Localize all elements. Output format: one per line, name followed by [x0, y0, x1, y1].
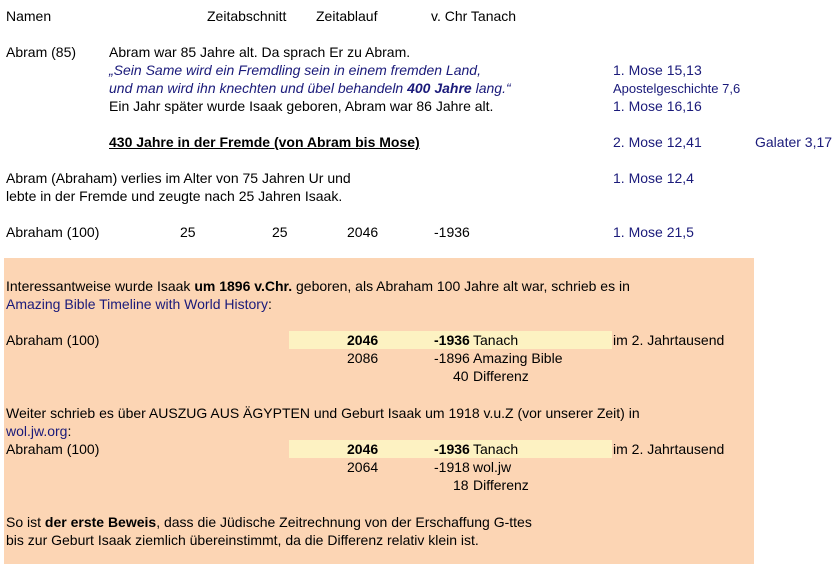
ref-galater-3-17: Galater 3,17	[755, 134, 833, 150]
table2-r1-label: Tanach	[473, 441, 519, 457]
abram-quote1: „Sein Same wird ein Fremdling sein in einem fremden Land,	[109, 62, 481, 78]
box-weiter-colon: :	[67, 423, 72, 439]
header-zeitabschnitt: Zeitabschnitt	[207, 8, 287, 24]
box-intro-c: geboren, als Abraham 100 Jahre alt war, schrieb es in	[292, 278, 630, 294]
table2-r2-year: 2064	[347, 459, 379, 475]
table2-name: Abraham (100)	[6, 441, 100, 457]
ref-1-mose-21-5: 1. Mose 21,5	[613, 224, 694, 240]
abram-quote2	[109, 79, 511, 97]
table1-r2-year: 2086	[347, 350, 379, 366]
wol-jw-link[interactable]: wol.jw.org	[6, 423, 68, 439]
table2-r3-label: Differenz	[473, 477, 529, 493]
abram-quote2a: und man wird ihn knechten und übel behandeln	[109, 80, 408, 96]
table2-r3-diff: 18	[453, 477, 469, 493]
row-abraham100-name: Abraham (100)	[6, 224, 100, 240]
amazing-bible-link[interactable]: Amazing Bible Timeline with World History	[6, 296, 268, 312]
abram-name: Abram (85)	[6, 44, 77, 60]
table1-r2-vchr: -1896	[434, 350, 470, 366]
ref-1-mose-16-16: 1. Mose 16,16	[613, 98, 702, 114]
box-concl-a: So ist	[6, 514, 45, 530]
row-abraham100-zeitablauf: 25	[272, 224, 288, 240]
table1-r3-label: Differenz	[473, 368, 529, 384]
box-weiter: Weiter schrieb es über AUSZUG AUS ÄGYPTEN und Geburt Isaak um 1918 v.u.Z (vor unserer Zeit) in	[6, 405, 640, 421]
table1-r1-note: im 2. Jahrtausend	[613, 332, 725, 348]
ref-apg-7-6: Apostelgeschichte 7,6	[613, 81, 741, 96]
header-vchr-tanach: v. Chr Tanach	[431, 8, 517, 24]
table1-r1-label: Tanach	[473, 332, 519, 348]
box-intro	[6, 277, 630, 295]
box-intro-colon: :	[267, 296, 272, 312]
box-intro-link-line	[6, 295, 272, 313]
table1-r1-year: 2046	[347, 332, 379, 348]
box-weiter-link-line	[6, 422, 71, 440]
table1-r1-vchr: -1936	[434, 332, 470, 348]
abram-quote2c: lang.“	[471, 80, 511, 96]
abram-line4: Ein Jahr später wurde Isaak geboren, Abram war 86 Jahre alt.	[109, 98, 494, 114]
table1-r2-label: Amazing Bible	[473, 350, 563, 366]
box-intro-a: Interessantweise wurde Isaak	[6, 278, 195, 294]
box-conclusion-1	[6, 513, 532, 531]
table1-r3-diff: 40	[453, 368, 469, 384]
ur-line1: Abram (Abraham) verlies im Alter von 75 Jahren Ur und	[6, 170, 351, 186]
ref-1-mose-15-13: 1. Mose 15,13	[613, 62, 702, 78]
box-intro-bold: um 1896 v.Chr.	[194, 278, 293, 294]
row-abraham100-year: 2046	[347, 224, 379, 240]
table2-r1-year: 2046	[347, 441, 379, 457]
table2-r1-note: im 2. Jahrtausend	[613, 441, 725, 457]
box-conclusion-2: bis zur Geburt Isaak ziemlich übereinstimmt, da die Differenz relativ klein ist.	[6, 532, 479, 548]
header-zeitablauf: Zeitablauf	[316, 8, 378, 24]
table2-r2-label: wol.jw	[473, 459, 512, 475]
ref-2-mose-12-41: 2. Mose 12,41	[613, 134, 702, 150]
header-namen: Namen	[6, 8, 52, 24]
box-concl-bold: der erste Beweis	[44, 514, 157, 530]
abram-line1: Abram war 85 Jahre alt. Da sprach Er zu Abram.	[109, 44, 411, 60]
table2-r2-vchr: -1918	[434, 459, 470, 475]
ur-line2: lebte in der Fremde und zeugte nach 25 Jahren Isaak.	[6, 188, 343, 204]
row-abraham100-vchr: -1936	[434, 224, 470, 240]
table1-name: Abraham (100)	[6, 332, 100, 348]
box-concl-c: , dass die Jüdische Zeitrechnung von der Erschaffung G-ttes	[156, 514, 532, 530]
abram-400-jahre: 400 Jahre	[407, 80, 472, 96]
fremde-title: 430 Jahre in der Fremde (von Abram bis Mose)	[109, 134, 420, 150]
row-abraham100-zeitabschnitt: 25	[180, 224, 196, 240]
ref-1-mose-12-4: 1. Mose 12,4	[613, 170, 694, 186]
table2-r1-vchr: -1936	[434, 441, 470, 457]
